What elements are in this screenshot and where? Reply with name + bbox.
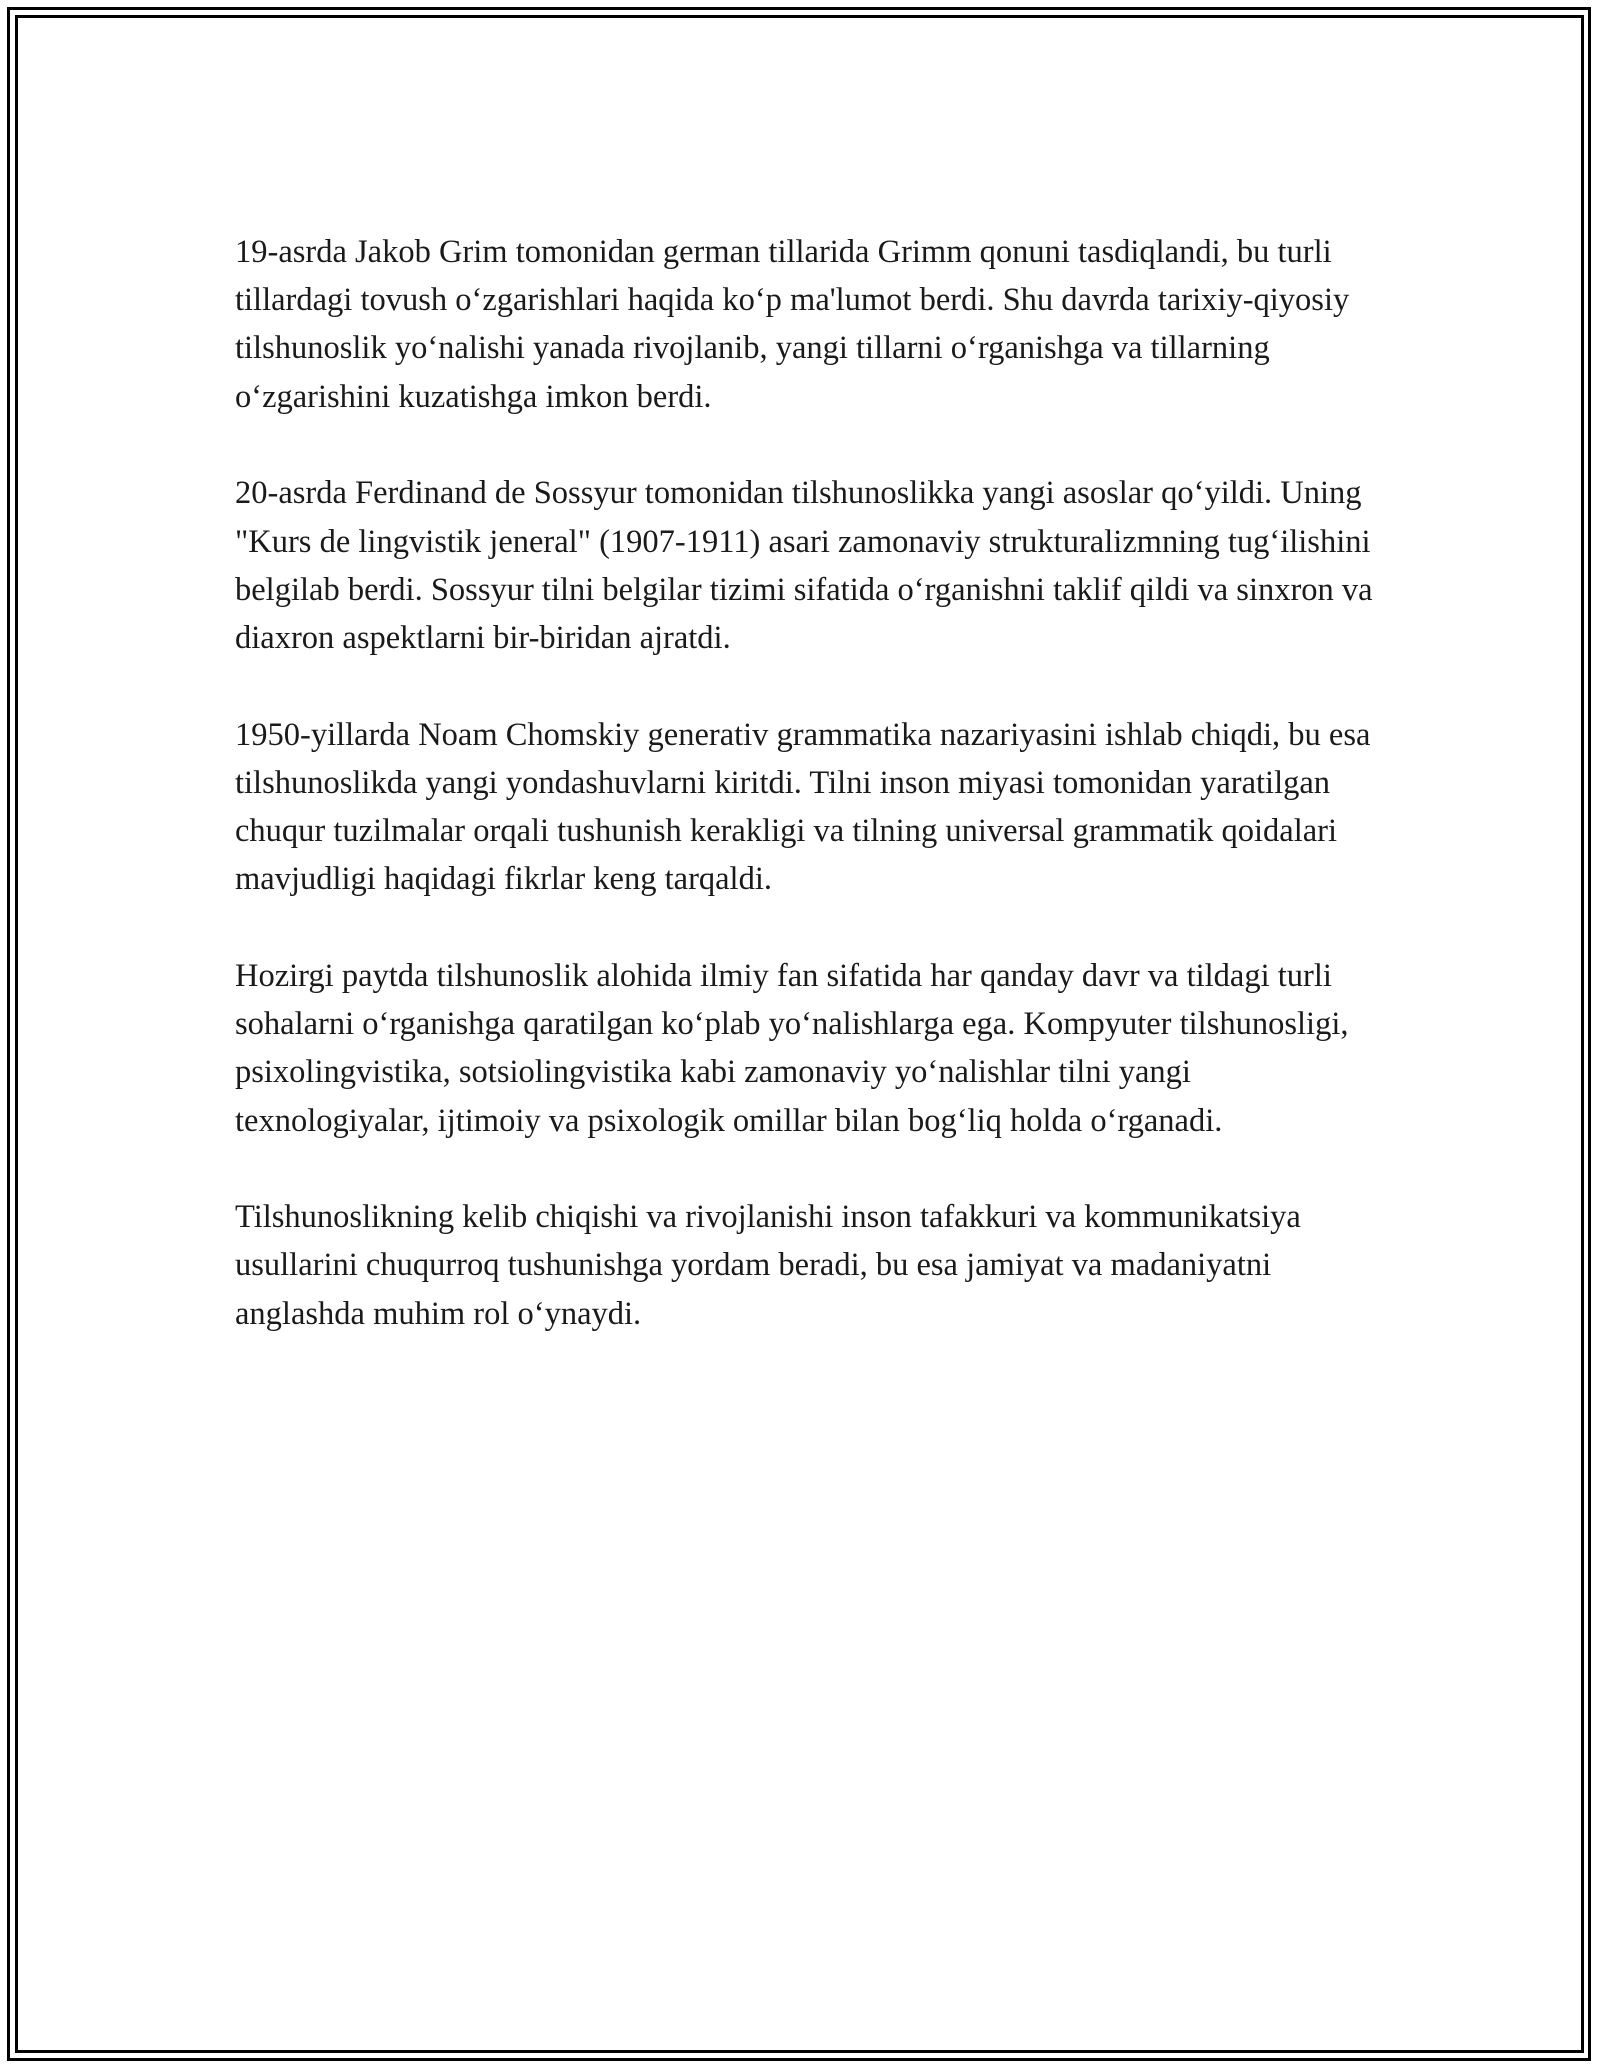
paragraph-modern-linguistics: Hozirgi paytda tilshunoslik alohida ilmiy fan sifatida har qanday davr va tildagi turli sohalarni oʻrganishga qaratilgan koʻplab yoʻnalishlarga ega. Kompyuter tilshunosligi, psixolingvistika, sotsiolingvistika kabi zamonaviy yoʻnalishlar tilni yangi texnologiyalar, ijtimoiy va psixologik omillar bilan bogʻliq holda oʻrganadi. [235,957,1349,1139]
paragraph-grimm: 19-asrda Jakob Grim tomonidan german tillarida Grimm qonuni tasdiqlandi, bu turli tillardagi tovush oʻzgarishlari haqida koʻp ma'lumot berdi. Shu davrda tarixiy-qiyosiy tilshunoslik yoʻnalishi yanada rivojlanib, yangi tillarni oʻrganishga va tillarning oʻzgarishini kuzatishga imkon berdi. [235,234,1350,415]
paragraph-saussure: 20-asrda Ferdinand de Sossyur tomonidan tilshunoslikka yangi asoslar qoʻyildi. Uning "Kurs de lingvistik jeneral" (1907-1911) asari zamonaviy strukturalizmning tugʻilishini belgilab berdi. Sossyur tilni belgilar tizimi sifatida oʻrganishni taklif qildi va sinxron va diaxron aspektlarni bir-biridan ajratdi. [235,475,1373,656]
document-body [235,228,1375,1386]
paragraph-chomsky: 1950-yillarda Noam Chomskiy generativ grammatika nazariyasini ishlab chiqdi, bu esa tilshunoslikda yangi yondashuvlarni kiritdi. Tilni inson miyasi tomonidan yaratilgan chuqur tuzilmalar orqali tushunish kerakligi va tilning universal grammatik qoidalari mavjudligi haqidagi fikrlar keng tarqaldi. [235,716,1371,898]
paragraph-conclusion: Tilshunoslikning kelib chiqishi va rivojlanishi inson tafakkuri va kommunikatsiya usullarini chuqurroq tushunishga yordam beradi, bu esa jamiyat va madaniyatni anglashda muhim rol oʻynaydi. [235,1199,1301,1332]
